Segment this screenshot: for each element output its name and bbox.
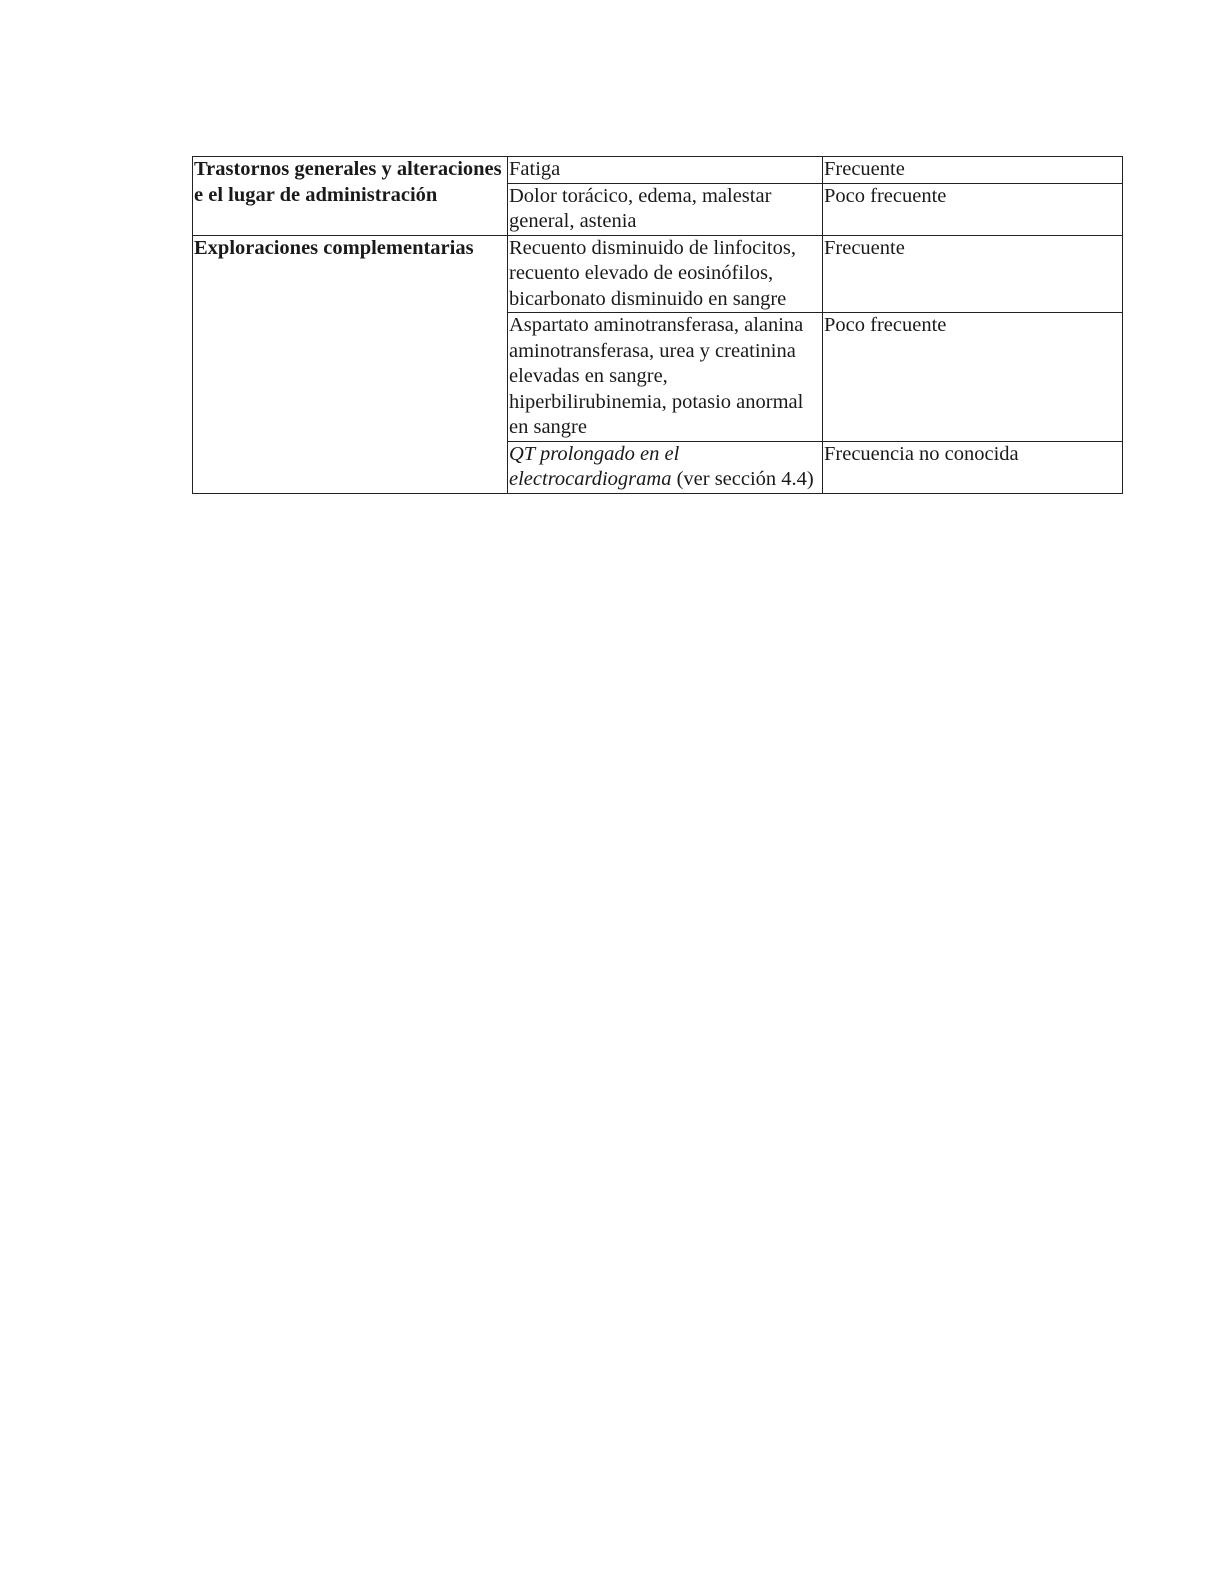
frequency-cell: Frecuencia no conocida bbox=[823, 441, 1123, 493]
reaction-cell: Dolor torácico, edema, malestar general, astenia bbox=[508, 183, 823, 235]
system-organ-class-cell: Trastornos generales y alteraciones e el lugar de administración bbox=[193, 157, 508, 236]
frequency-cell: Frecuente bbox=[823, 235, 1123, 313]
table-row bbox=[193, 235, 1123, 313]
reaction-italic-text: QT prolongado en el electrocardiograma bbox=[509, 442, 680, 490]
reaction-cell bbox=[508, 441, 823, 493]
table-row bbox=[193, 157, 1123, 184]
frequency-cell: Poco frecuente bbox=[823, 183, 1123, 235]
frequency-cell: Poco frecuente bbox=[823, 313, 1123, 442]
reaction-cell: Fatiga bbox=[508, 157, 823, 184]
adverse-reactions-table bbox=[192, 156, 1123, 494]
reaction-cell: Aspartato aminotransferasa, alanina aminotransferasa, urea y creatinina elevadas en sangre, hiperbilirubinemia, potasio anormal en sangre bbox=[508, 313, 823, 442]
system-organ-class-cell: Exploraciones complementarias bbox=[193, 235, 508, 493]
reaction-cell: Recuento disminuido de linfocitos, recuento elevado de eosinófilos, bicarbonato disminuido en sangre bbox=[508, 235, 823, 313]
frequency-cell: Frecuente bbox=[823, 157, 1123, 184]
reaction-suffix-text: (ver sección 4.4) bbox=[671, 468, 814, 490]
